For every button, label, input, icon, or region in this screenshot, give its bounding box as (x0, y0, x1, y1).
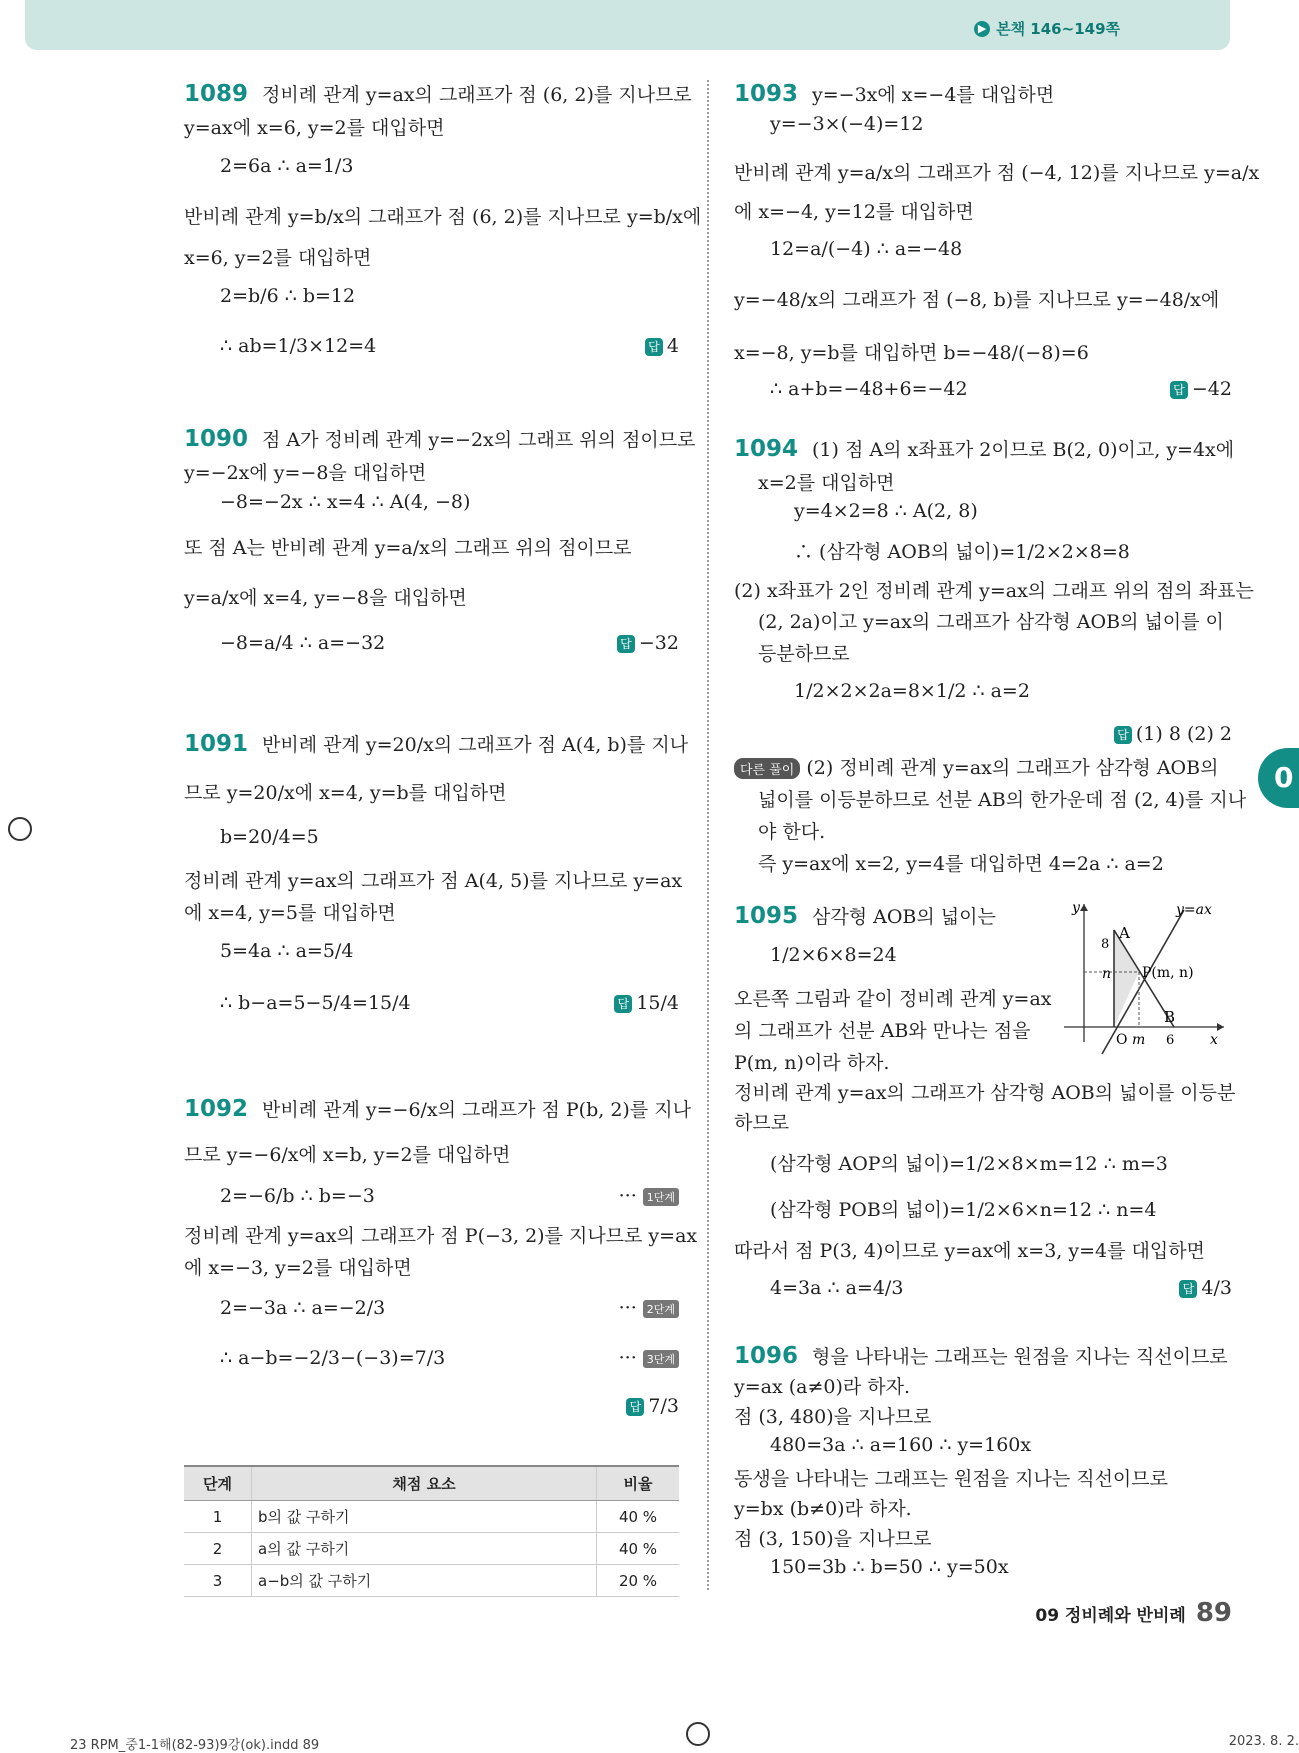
table-header: 비율 (597, 1466, 680, 1501)
text-line: 정비례 관계 y=ax의 그래프가 삼각형 AOB의 넓이를 이등분 (734, 1082, 1236, 1104)
table-cell: 20 % (597, 1565, 680, 1597)
problem-number: 1096 (734, 1343, 799, 1369)
text-line: 정비례 관계 y=ax의 그래프가 점 (6, 2)를 지나므로 (262, 84, 692, 106)
text-line: x=6, y=2를 대입하면 (184, 247, 372, 269)
text-line: (1) 점 A의 x좌표가 2이므로 B(2, 0)이고, y=4x에 (812, 439, 1235, 461)
equation: y=−3×(−4)=12 (770, 113, 924, 135)
answer-value: (1) 8 (2) 2 (1135, 723, 1232, 745)
step-marker: ··· 1단계 (619, 1185, 679, 1207)
point-p-label: P(m, n) (1142, 965, 1194, 981)
equation: 4=3a ∴ a=4/3 (770, 1277, 904, 1299)
answer-icon: 답 (1179, 1280, 1197, 1298)
text-line: y=−2x에 y=−8을 대입하면 (184, 462, 427, 484)
point-b-label: B (1164, 1008, 1176, 1026)
text-line: y=a/x에 x=4, y=−8을 대입하면 (184, 587, 467, 609)
table-cell: b의 값 구하기 (252, 1501, 597, 1533)
page-number: 89 (1195, 1598, 1232, 1628)
scoring-table (184, 1465, 679, 1597)
answer (1170, 378, 1232, 400)
answer-value: 4/3 (1201, 1277, 1232, 1299)
step-marker: ··· 2단계 (619, 1297, 679, 1319)
equation: 1/2×6×8=24 (770, 944, 897, 966)
answer-icon: 답 (617, 635, 635, 653)
answer-value: −32 (638, 632, 679, 654)
text-line: 점 (3, 150)을 지나므로 (734, 1528, 932, 1550)
problem-number: 1094 (734, 436, 799, 462)
table-cell: 2 (184, 1533, 252, 1565)
answer (1114, 723, 1232, 745)
answer-icon: 답 (626, 1398, 644, 1416)
text-line: P(m, n)이라 하자. (734, 1052, 890, 1074)
equation: −8=a/4 ∴ a=−32 (220, 632, 386, 654)
text-line: 또 점 A는 반비례 관계 y=a/x의 그래프 위의 점이므로 (184, 537, 632, 559)
table-row (184, 1533, 679, 1565)
text-line: 점 (3, 480)을 지나므로 (734, 1406, 932, 1428)
answer (645, 335, 679, 357)
step-marker: ··· 3단계 (619, 1347, 679, 1369)
text-line: 반비례 관계 y=−6/x의 그래프가 점 P(b, 2)를 지나 (262, 1099, 691, 1121)
equation: ∴ ab=1/3×12=4 (220, 335, 377, 357)
text-line: 야 한다. (758, 821, 826, 843)
text-line: 형을 나타내는 그래프는 원점을 지나는 직선이므로 (812, 1346, 1228, 1368)
answer-value: 7/3 (648, 1395, 679, 1417)
alt-solution-tag: 다른 풀이 (734, 758, 800, 779)
text-line: 므로 y=−6/x에 x=b, y=2를 대입하면 (184, 1144, 511, 1166)
answer (617, 632, 679, 654)
equation: 2=b/6 ∴ b=12 (220, 285, 356, 307)
equation: 480=3a ∴ a=160 ∴ y=160x (770, 1434, 1032, 1456)
print-slug (0, 1712, 1299, 1753)
y-axis-arrow (1080, 904, 1088, 911)
x-label: x (1210, 1032, 1218, 1048)
answer-icon: 답 (614, 995, 632, 1013)
arrow-right-icon: ▶ (974, 21, 990, 37)
answer-value: 15/4 (636, 992, 679, 1014)
text-line: y=−3x에 x=−4를 대입하면 (812, 84, 1055, 106)
equation: 2=−3a ∴ a=−2/3 (220, 1297, 386, 1319)
text-line: 오른쪽 그림과 같이 정비례 관계 y=ax (734, 988, 1052, 1010)
line-label: y=ax (1176, 902, 1212, 918)
text-line: 에 x=−3, y=2를 대입하면 (184, 1257, 412, 1279)
table-row (184, 1501, 679, 1533)
step-badge: 2단계 (643, 1300, 679, 1318)
book-reference (974, 18, 1120, 39)
equation: b=20/4=5 (220, 826, 319, 848)
answer-icon: 답 (645, 338, 663, 356)
problem-number: 1089 (184, 81, 249, 107)
step-badge: 1단계 (643, 1188, 679, 1206)
table-cell: 1 (184, 1501, 252, 1533)
n-label: n (1102, 966, 1112, 982)
table-cell: 3 (184, 1565, 252, 1597)
equation: ∴ a−b=−2/3−(−3)=7/3 (220, 1347, 446, 1369)
text-line: 반비례 관계 y=20/x의 그래프가 점 A(4, b)를 지나 (262, 734, 689, 756)
text-line: 동생을 나타내는 그래프는 원점을 지나는 직선이므로 (734, 1468, 1168, 1490)
answer-icon: 답 (1114, 726, 1132, 744)
equation: 150=3b ∴ b=50 ∴ y=50x (770, 1556, 1009, 1578)
text-line: 에 x=−4, y=12를 대입하면 (734, 201, 974, 223)
reference-label: 본책 146~149쪽 (996, 20, 1120, 38)
equation: (삼각형 POB의 넓이)=1/2×6×n=12 ∴ n=4 (770, 1199, 1157, 1221)
problem-number: 1090 (184, 426, 249, 452)
text-line: 반비례 관계 y=b/x의 그래프가 점 (6, 2)를 지나므로 y=b/x에 (184, 206, 702, 228)
chapter-side-tab: 0 (1258, 748, 1299, 808)
answer (614, 992, 679, 1014)
triangle-graph (1064, 902, 1234, 1062)
problem-number: 1093 (734, 81, 799, 107)
answer (626, 1395, 679, 1417)
header-bar (25, 0, 1230, 50)
text-line: y=−48/x의 그래프가 점 (−8, b)를 지나므로 y=−48/x에 (734, 289, 1220, 311)
equation: ∴ (삼각형 AOB의 넓이)=1/2×2×8=8 (794, 541, 1130, 563)
equation: ∴ b−a=5−5/4=15/4 (220, 992, 411, 1014)
text-line: 점 A가 정비례 관계 y=−2x의 그래프 위의 점이므로 (262, 429, 696, 451)
step-badge: 3단계 (643, 1350, 679, 1368)
text-line: 정비례 관계 y=ax의 그래프가 점 A(4, 5)를 지나므로 y=ax (184, 870, 683, 892)
equation: ∴ a+b=−48+6=−42 (770, 378, 968, 400)
text-line: y=ax (a≠0)라 하자. (734, 1376, 911, 1398)
text-line: 정비례 관계 y=ax의 그래프가 점 P(−3, 2)를 지나므로 y=ax (184, 1225, 698, 1247)
text-line: 따라서 점 P(3, 4)이므로 y=ax에 x=3, y=4를 대입하면 (734, 1240, 1205, 1262)
table-cell: 40 % (597, 1533, 680, 1565)
text-line: 넓이를 이등분하므로 선분 AB의 한가운데 점 (2, 4)를 지나 (758, 789, 1247, 811)
equation: 12=a/(−4) ∴ a=−48 (770, 238, 963, 260)
text-line: (2, 2a)이고 y=ax의 그래프가 삼각형 AOB의 넓이를 이 (758, 611, 1224, 633)
table-cell: a의 값 구하기 (252, 1533, 597, 1565)
answer-icon: 답 (1170, 381, 1188, 399)
y-label: y (1072, 902, 1080, 916)
table-header: 채점 요소 (252, 1466, 597, 1501)
page-footer (1035, 1598, 1232, 1628)
text-line: (2) x좌표가 2인 정비례 관계 y=ax의 그래프 위의 점의 좌표는 (734, 580, 1254, 602)
table-cell: a−b의 값 구하기 (252, 1565, 597, 1597)
table-header-row (184, 1466, 679, 1501)
x-axis-arrow (1217, 1023, 1224, 1031)
equation: −8=−2x ∴ x=4 ∴ A(4, −8) (220, 491, 471, 513)
print-date: 2023. 8. 2. (1228, 1734, 1299, 1749)
text-line: y=bx (b≠0)라 하자. (734, 1498, 912, 1520)
point-a-label: A (1119, 924, 1130, 942)
equation: y=4×2=8 ∴ A(2, 8) (794, 500, 978, 522)
text-line: 의 그래프가 선분 AB와 만나는 점을 (734, 1020, 1031, 1042)
problem-number: 1095 (734, 903, 799, 929)
m-label: m (1132, 1032, 1146, 1048)
text-line: (2) 정비례 관계 y=ax의 그래프가 삼각형 AOB의 (806, 757, 1219, 779)
chapter-title: 09 정비례와 반비례 (1035, 1606, 1186, 1626)
text-line: 에 x=4, y=5를 대입하면 (184, 902, 396, 924)
text-line: y=ax에 x=6, y=2를 대입하면 (184, 117, 445, 139)
x-tick-6: 6 (1166, 1033, 1175, 1048)
text-line: 반비례 관계 y=a/x의 그래프가 점 (−4, 12)를 지나므로 y=a/x (734, 162, 1260, 184)
text-line: x=−8, y=b를 대입하면 b=−48/(−8)=6 (734, 342, 1089, 364)
answer (1179, 1277, 1232, 1299)
y-tick-8: 8 (1101, 937, 1110, 952)
file-name: 23 RPM_중1-1해(82-93)9강(ok).indd 89 (70, 1738, 320, 1753)
answer-value: 4 (666, 335, 679, 357)
table-cell: 40 % (597, 1501, 680, 1533)
answer-value: −42 (1191, 378, 1232, 400)
text-line: x=2를 대입하면 (758, 472, 895, 494)
text-line: 삼각형 AOB의 넓이는 (812, 906, 996, 928)
origin-label: O (1116, 1032, 1128, 1048)
column-divider (707, 80, 709, 1590)
equation: 1/2×2×2a=8×1/2 ∴ a=2 (794, 680, 1030, 702)
problem-number: 1092 (184, 1096, 249, 1122)
table-row (184, 1565, 679, 1597)
problem-number: 1091 (184, 731, 249, 757)
text-line: 하므로 (734, 1112, 790, 1134)
text-line: 므로 y=20/x에 x=4, y=b를 대입하면 (184, 782, 507, 804)
equation: 2=6a ∴ a=1/3 (220, 155, 354, 177)
equation: 2=−6/b ∴ b=−3 (220, 1185, 375, 1207)
table-header: 단계 (184, 1466, 252, 1501)
registration-mark-icon (8, 817, 32, 841)
equation: 5=4a ∴ a=5/4 (220, 940, 354, 962)
text-line: 등분하므로 (758, 643, 850, 665)
text-line: 즉 y=ax에 x=2, y=4를 대입하면 4=2a ∴ a=2 (758, 853, 1164, 875)
equation: (삼각형 AOP의 넓이)=1/2×8×m=12 ∴ m=3 (770, 1153, 1168, 1175)
